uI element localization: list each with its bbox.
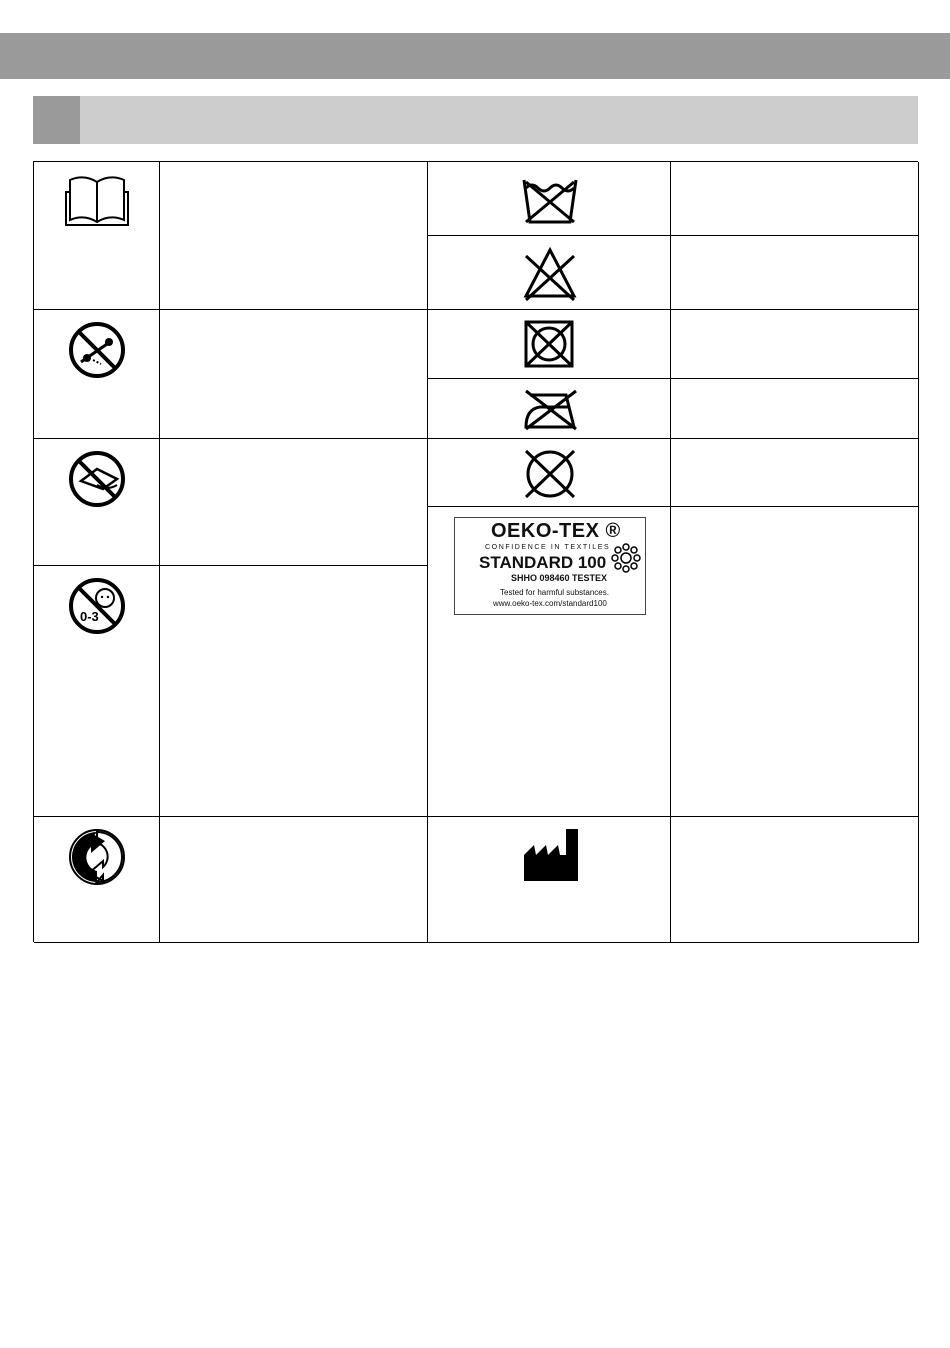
do-not-iron-icon [522, 387, 580, 431]
icon-cell-green-dot [34, 817, 160, 943]
text-cell-no-dry-clean [671, 439, 919, 507]
icon-cell-no-sharp-objects [34, 310, 160, 439]
do-not-bleach-icon [522, 246, 578, 302]
section-number-block [33, 96, 80, 144]
no-sharp-objects-icon [67, 320, 127, 380]
icon-cell-manufacturer [428, 817, 671, 943]
text-cell-no-sharp-objects [160, 310, 428, 439]
oeko-tex-tagline: CONFIDENCE IN TEXTILES [485, 544, 611, 551]
icon-cell-no-tumble-dry [428, 310, 671, 379]
top-header-bar [0, 33, 950, 79]
no-folding-icon [67, 449, 127, 509]
do-not-tumble-dry-icon [523, 319, 575, 369]
icon-cell-no-washing [428, 162, 671, 236]
green-dot-recycling-icon [67, 827, 127, 887]
icon-cell-no-folding [34, 439, 160, 566]
age-label: 0-3 [80, 609, 99, 624]
text-cell-green-dot [160, 817, 428, 943]
not-for-children-0-3-icon [67, 576, 127, 636]
icon-cell-no-bleach [428, 236, 671, 310]
icon-cell-no-dry-clean [428, 439, 671, 507]
oeko-tex-tested: Tested for harmful substances. [500, 588, 609, 597]
text-cell-not-for-children [160, 566, 428, 817]
text-cell-no-washing [671, 162, 919, 236]
icon-cell-not-for-children [34, 566, 160, 817]
manufacturer-factory-icon [522, 825, 580, 883]
icon-cell-no-iron [428, 379, 671, 439]
symbols-table [33, 161, 918, 942]
icon-cell-read-manual [34, 162, 160, 310]
oeko-tex-standard: STANDARD 100 [479, 553, 607, 572]
text-cell-oeko-tex [671, 507, 919, 817]
do-not-wash-icon [522, 178, 578, 226]
do-not-dry-clean-icon [522, 447, 578, 501]
text-cell-no-iron [671, 379, 919, 439]
text-cell-no-tumble-dry [671, 310, 919, 379]
oeko-tex-label [454, 517, 646, 615]
read-manual-icon [64, 172, 130, 227]
text-cell-no-bleach [671, 236, 919, 310]
text-cell-manufacturer [671, 817, 919, 943]
section-header [33, 96, 918, 144]
oeko-tex-brand: OEKO-TEX ® [491, 520, 621, 542]
text-cell-no-folding [160, 439, 428, 566]
oeko-tex-flower-icon [611, 543, 641, 573]
icon-cell-oeko-tex [428, 507, 671, 817]
text-cell-read-manual [160, 162, 428, 310]
oeko-tex-url: www.oeko-tex.com/standard100 [493, 599, 607, 608]
oeko-tex-certificate: SHHO 098460 TESTEX [511, 573, 608, 583]
